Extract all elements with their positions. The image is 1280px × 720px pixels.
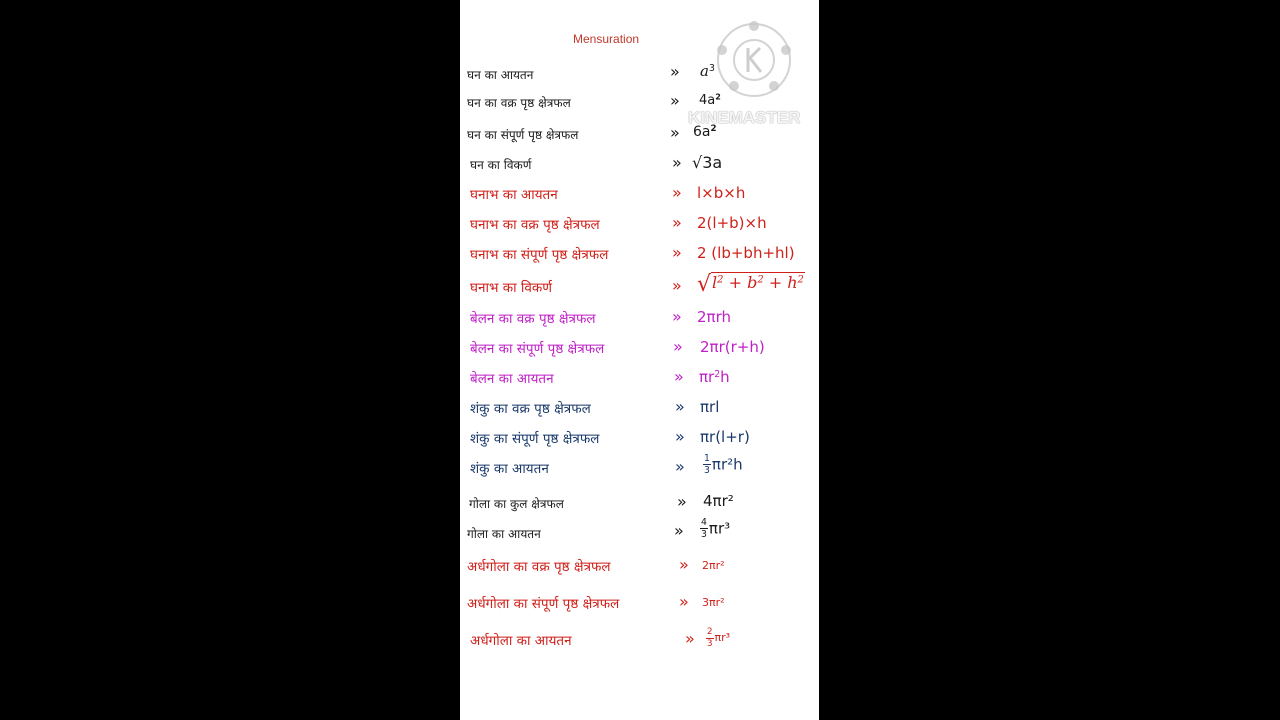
formula-row (460, 628, 819, 660)
formula-value: 4πr² (703, 492, 734, 510)
kinemaster-logo-icon (714, 20, 794, 100)
formula-value: $6a^2$ (693, 124, 717, 140)
arrow-icon: » (677, 492, 687, 511)
formula-label: शंकु का वक्र पृष्ठ क्षेत्रफल (470, 401, 591, 417)
page-title: Mensuration (573, 32, 640, 46)
formula-value: $\frac{2}{3}$ πr³ (707, 627, 731, 649)
formula-row (460, 492, 819, 516)
sqrt-icon: √ (697, 272, 712, 297)
arrow-icon: » (670, 62, 680, 81)
formula-label: घन का विकर्ण (470, 158, 532, 172)
arrow-icon: » (675, 457, 685, 476)
formula-label: घनाभ का आयतन (470, 187, 558, 203)
formula-label: घनाभ का वक्र पृष्ठ क्षेत्रफल (470, 217, 600, 233)
formula-value: $4a^2$ (699, 92, 721, 108)
formula-label: गोला का आयतन (467, 527, 541, 541)
formula-label: बेलन का आयतन (470, 371, 554, 387)
arrow-icon: » (672, 307, 682, 326)
arrow-icon: » (670, 91, 680, 110)
arrow-icon: » (675, 397, 685, 416)
formula-label: अर्धगोला का वक्र पृष्ठ क्षेत्रफल (467, 559, 611, 575)
formula-value: 2πr(r+h) (700, 338, 765, 356)
formula-value: 2πr² (702, 559, 725, 572)
formula-label: घन का आयतन (467, 68, 534, 82)
formula-row (460, 154, 819, 178)
arrow-icon: » (674, 367, 684, 386)
arrow-icon: » (673, 337, 683, 356)
arrow-icon: » (672, 243, 682, 262)
formula-value: 3πr² (702, 596, 725, 609)
formula-value: 2πrh (697, 308, 731, 326)
formula-row (460, 214, 819, 238)
formula-label: अर्धगोला का आयतन (470, 633, 572, 649)
arrow-icon: » (672, 183, 682, 202)
formula-row (460, 308, 819, 332)
arrow-icon: » (685, 629, 695, 648)
formula-row (460, 368, 819, 392)
formula-value: πrl (700, 398, 720, 416)
formula-value: 2 (lb+bh+hl) (697, 244, 795, 262)
formula-value: $a^3$ (700, 62, 715, 80)
formula-value: 2(l+b)×h (697, 214, 767, 232)
arrow-icon: » (672, 153, 682, 172)
arrow-icon: » (679, 555, 689, 574)
formula-row (460, 272, 819, 306)
arrow-icon: » (675, 427, 685, 446)
formula-row (460, 428, 819, 452)
formula-value: l×b×h (697, 184, 746, 202)
formula-row (460, 62, 819, 86)
formula-label: घनाभ का संपूर्ण पृष्ठ क्षेत्रफल (470, 247, 609, 263)
formula-label: गोला का कुल क्षेत्रफल (469, 497, 564, 511)
document-page (460, 0, 819, 720)
formula-value: $\frac{4}{3}$ πr³ (701, 517, 731, 541)
formula-row (460, 556, 819, 580)
formula-value: √3a (692, 153, 723, 172)
arrow-icon: » (674, 521, 684, 540)
arrow-icon: » (679, 592, 689, 611)
watermark-text: KINEMASTER (688, 108, 801, 127)
formula-label: शंकु का संपूर्ण पृष्ठ क्षेत्रफल (470, 431, 600, 447)
formula-value: $√l^2 + b^2 + h^2$ (697, 272, 804, 297)
arrow-icon: » (672, 276, 682, 295)
formula-row (460, 338, 819, 362)
formula-label: बेलन का संपूर्ण पृष्ठ क्षेत्रफल (470, 341, 605, 357)
formula-value: $\frac{1}{3}$ πr²h (704, 453, 743, 477)
formula-row (460, 244, 819, 268)
formula-value: $\pi r^2h$ (699, 368, 730, 386)
formula-label: घन का संपूर्ण पृष्ठ क्षेत्रफल (467, 128, 579, 142)
formula-row (460, 518, 819, 550)
formula-row (460, 184, 819, 208)
formula-row (460, 124, 819, 148)
formula-label: अर्धगोला का संपूर्ण पृष्ठ क्षेत्रफल (467, 596, 620, 612)
formula-row (460, 398, 819, 422)
formula-value: πr(l+r) (700, 428, 750, 446)
formula-label: घन का वक्र पृष्ठ क्षेत्रफल (467, 96, 571, 110)
formula-label: शंकु का आयतन (470, 461, 549, 477)
arrow-icon: » (670, 123, 680, 142)
formula-row (460, 593, 819, 617)
arrow-icon: » (672, 213, 682, 232)
formula-label: घनाभ का विकर्ण (470, 280, 553, 296)
formula-row (460, 92, 819, 116)
formula-row (460, 453, 819, 486)
formula-label: बेलन का वक्र पृष्ठ क्षेत्रफल (470, 311, 596, 327)
